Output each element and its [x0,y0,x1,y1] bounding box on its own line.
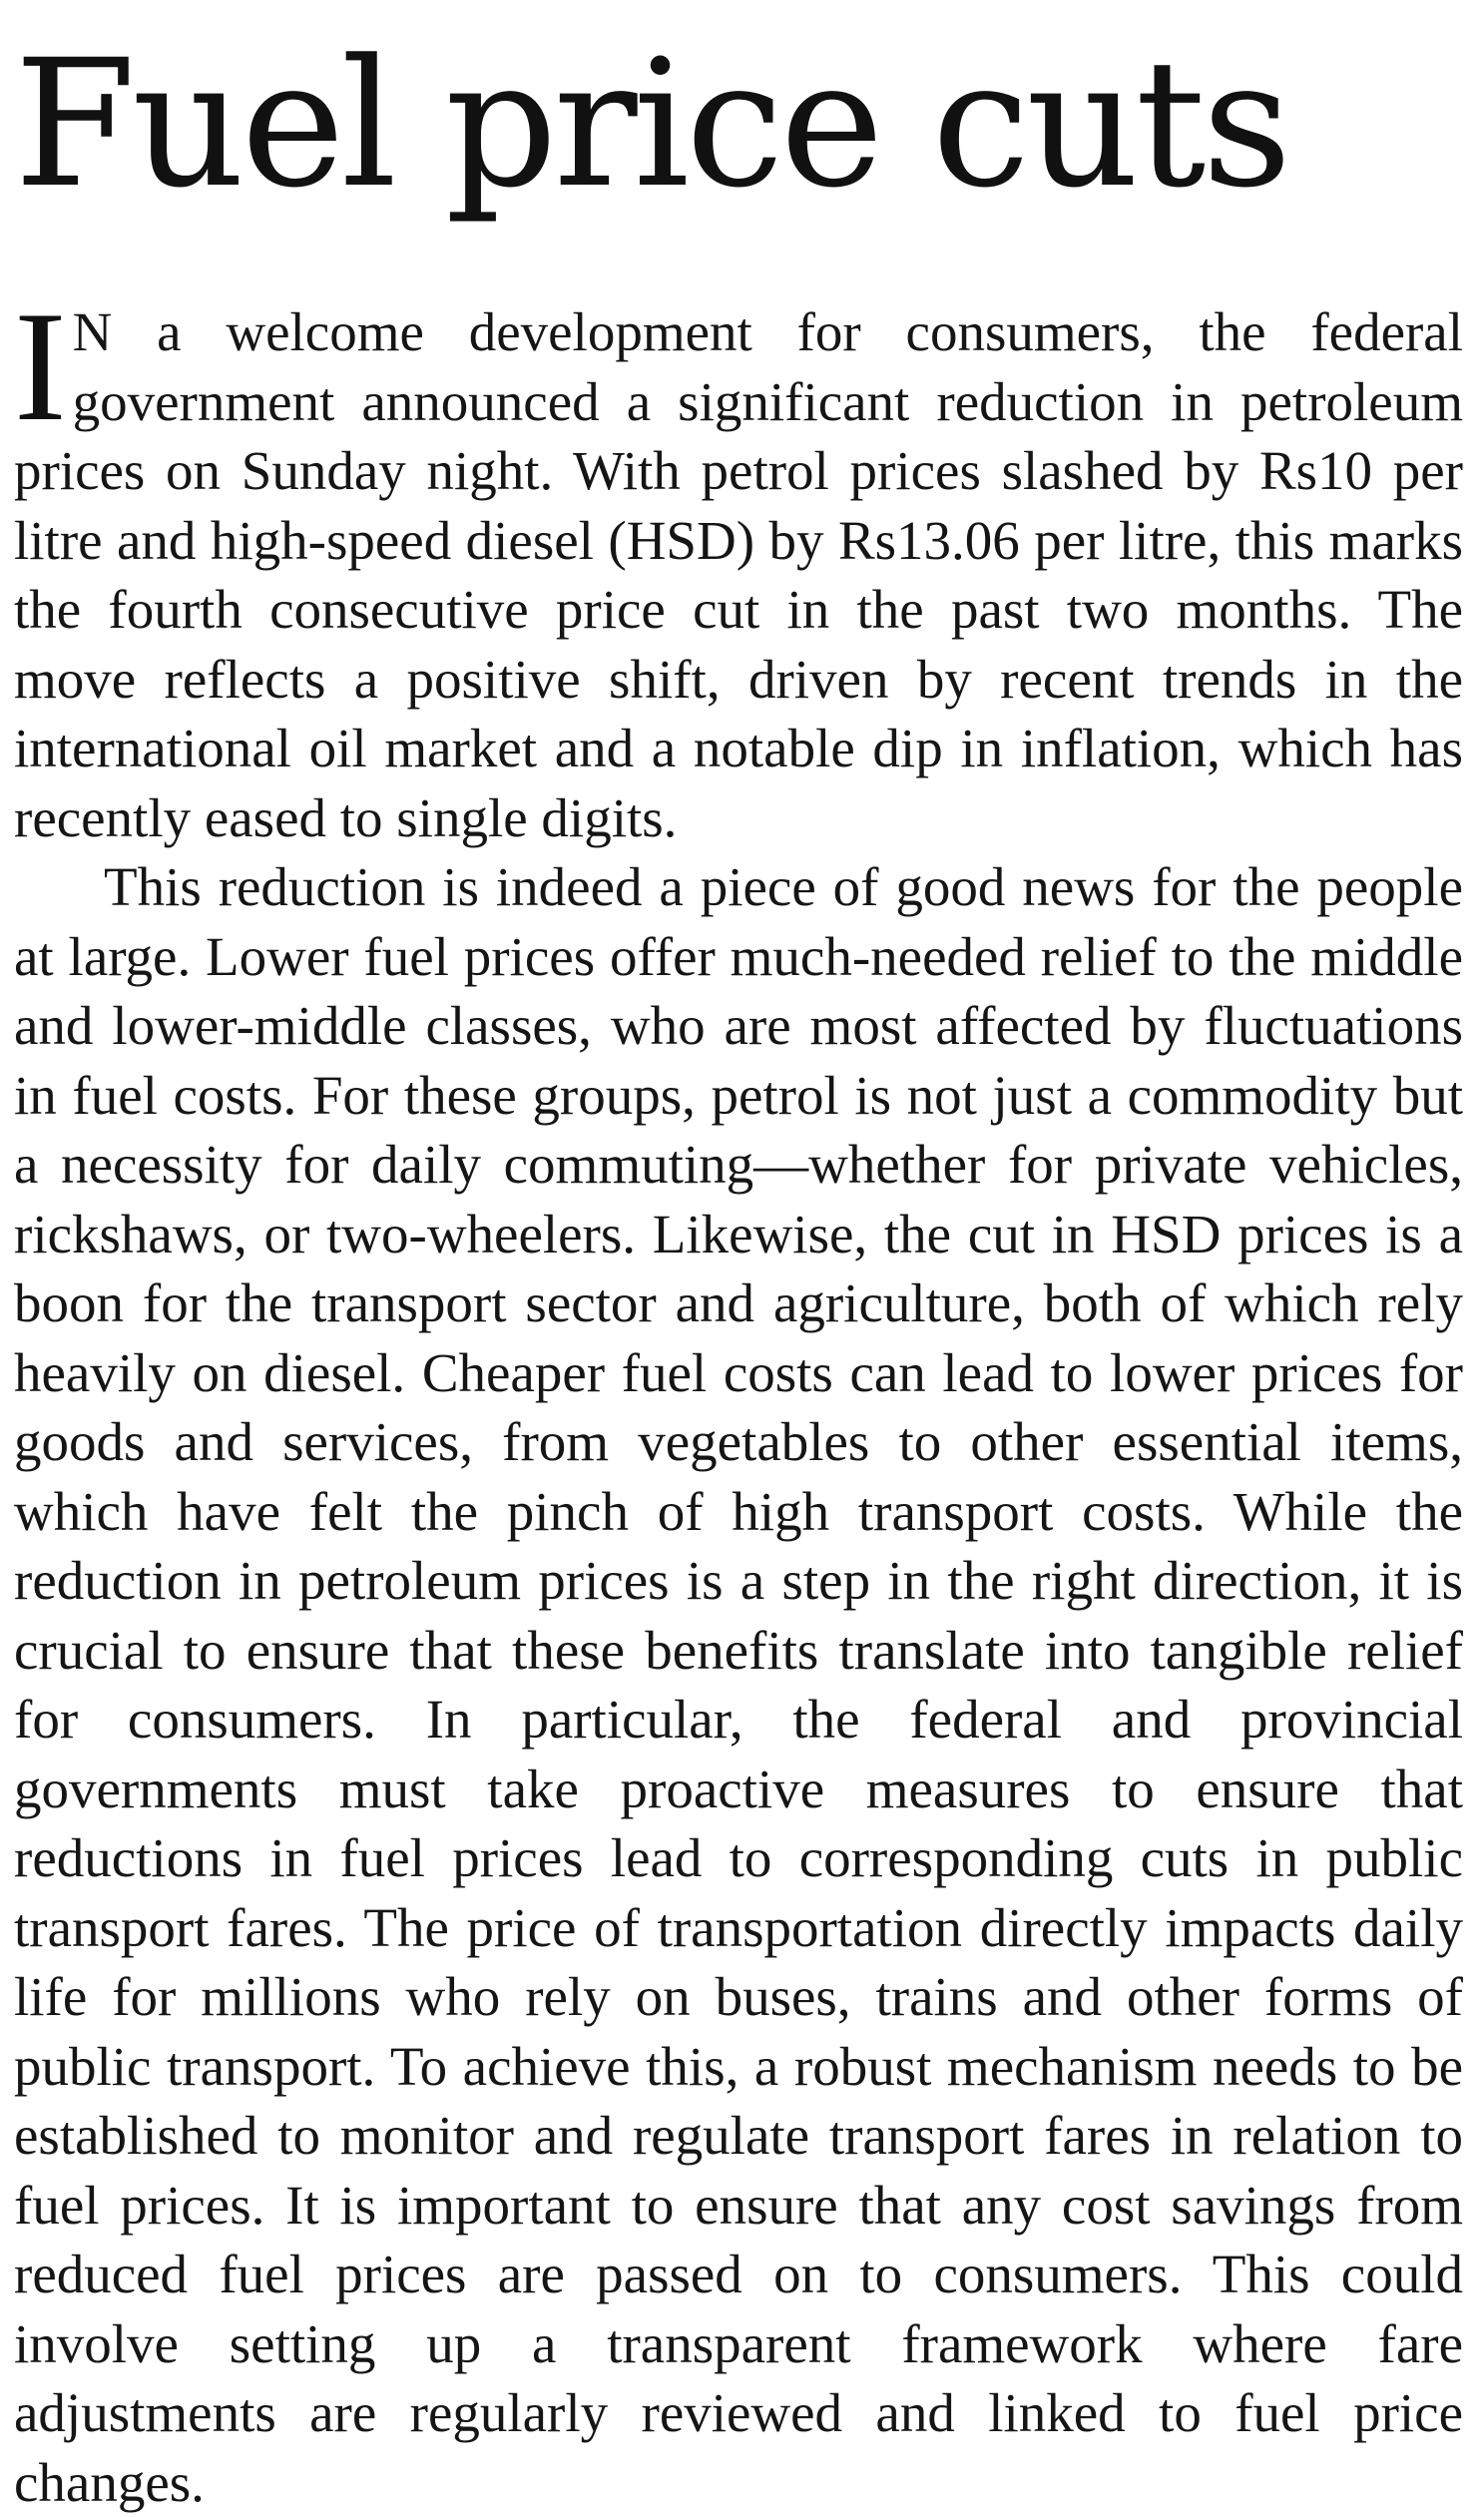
article-body [14,279,1463,2517]
drop-cap-letter: I [14,279,67,454]
article-paragraph-1 [14,279,1463,852]
paragraph-1-text: N a welcome development for consumers, the federal government announced a significant reduction in petroleum prices on Sunday night. With petrol prices slashed by Rs10 per litre and high-speed diesel (HSD) by Rs13.06 per litre, this marks the fourth consecutive price cut in the past two months. The move reflects a positive shift, driven by recent trends in the international oil market and a notable dip in inflation, which has recently eased to single digits. [14,301,1463,848]
article-paragraph-2: This reduction is indeed a piece of good news for the people at large. Lower fuel prices offer much-needed relief to the middle and lower-middle classes, who are most affected by fluctuations in fuel costs. For these groups, petrol is not just a commodity but a necessity for daily commuting—whether for private vehicles, rickshaws, or two-wheelers. Likewise, the cut in HSD prices is a boon for the transport sector and agriculture, both of which rely heavily on diesel. Cheaper fuel costs can lead to lower prices for goods and services, from vegetables to other essential items, which have felt the pinch of high transport costs. While the reduction in petroleum prices is a step in the right direction, it is crucial to ensure that these benefits translate into tangible relief for consumers. In particular, the federal and provincial governments must take proactive measures to ensure that reductions in fuel prices lead to corresponding cuts in public transport fares. The price of transportation directly impacts daily life for millions who rely on buses, trains and other forms of public transport. To achieve this, a robust mechanism needs to be established to monitor and regulate transport fares in relation to fuel prices. It is important to ensure that any cost savings from reduced fuel prices are passed on to consumers. This could involve setting up a transparent framework where fare adjustments are regularly reviewed and linked to fuel price changes. [14,856,1463,2513]
editorial-article [14,0,1463,2517]
article-headline: Fuel price cuts [14,22,1288,227]
